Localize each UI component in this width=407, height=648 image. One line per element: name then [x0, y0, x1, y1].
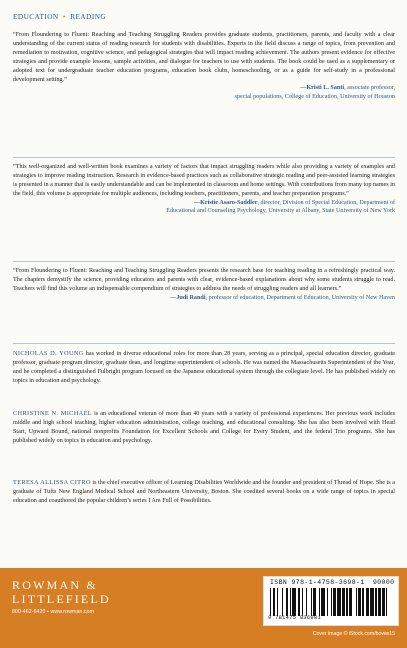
endorsement-quote: [13, 163, 395, 216]
quote-text: “From Floundering to Fluent: Reaching and Teaching Struggling Readers presents the research base for teaching reading in a refreshingly practical way. The chapters demystify the science, providing educators and parents with clear, evidence-based explanations about why some students struggle to read. Teachers will find this volume an indispensable compendium of strategies to address the needs of struggling readers and all learners.”: [13, 268, 395, 292]
author-bio: [13, 350, 395, 386]
section-divider: [13, 157, 395, 158]
publisher-logo: [12, 578, 111, 615]
endorsement-quote: [13, 31, 395, 102]
author-bio-text: is an educational veteran of more than 40 years with a variety of professional experiences. Her previous work includes middle and high school teaching, higher education administration, college teaching, and educational consulting. She has also been involved with Head Start, Upward Bound, national nonprofits Foundation for Excellent Schools and College for Every Student, and the federal Trio programs. She has published widely on topics in education and psychology.: [13, 411, 395, 444]
quote-attribution: [13, 199, 395, 216]
author-name: TERESA ALLISSA CITRO: [13, 479, 91, 486]
quote-author-role: , professor of education, Department of Education, University of New Haven: [205, 294, 395, 301]
author-name: NICHOLAS D. YOUNG: [13, 350, 84, 357]
quote-author-role: , associate professor,: [344, 85, 395, 92]
author-bio-text: is the chief executive officer of Learning Disabilities Worldwide and the founder and president of Thread of Hope. She is a graduate of Tufts New England Medical School and Northeastern University, Boston. She coedited several books on a wide range of topics in special education and coauthored the popular children’s series I Am Full of Possibilities.: [13, 480, 395, 504]
barcode-digits: 9 781475 836981: [268, 615, 322, 621]
publisher-name-line2: LITTLEFIELD: [12, 592, 111, 606]
isbn-barcode: [263, 576, 399, 626]
category-label: [13, 13, 106, 21]
author-bio: [13, 410, 395, 446]
category-separator: •: [62, 13, 66, 21]
quote-author: —Kristi L. Santi: [300, 85, 345, 92]
quote-author-role: , director, Division of Special Education, Department of: [257, 199, 395, 206]
price-code: 90000: [372, 579, 395, 586]
quote-author: —Kristie Asaro-Saddler: [193, 199, 258, 206]
section-divider: [13, 343, 395, 344]
author-name: CHRISTINE N. MICHAEL: [13, 410, 92, 417]
quote-attribution: [13, 84, 395, 101]
section-divider: [13, 261, 395, 262]
quote-author: —Judi Randi: [170, 294, 206, 301]
quote-text: “From Floundering to Fluent: Reaching and Teaching Struggling Readers provides graduate students, practitioners, parents, and faculty with a clear understanding of the current status of reading research for students with disabilities. Experts in the field discuss a range of topics, from prevention and remediation to motivation, cognitive science, and pedagogical strategies that will impact reading achievement. The authors present evidence for effective strategies and provide example lessons, sample activities, and dialogue for teachers to use with students. The book could be used as a supplementary or adopted text for undergraduate teacher education programs, education book clubs, homeschooling, or as a guide for self-study in a professional development setting.”: [13, 32, 395, 83]
quote-attribution: [13, 294, 395, 303]
endorsement-quote: [13, 267, 395, 302]
quote-author-affiliation: Educational and Counseling Psychology, University at Albany, State University of New York: [166, 208, 395, 215]
publisher-contact: 800-462-6420 • www.rowman.com: [12, 609, 94, 615]
quote-text: “This well-organized and well-written book examines a variety of factors that impact struggling readers while also providing a variety of examples and strategies to improve reading instruction. Research in evidence-based practices such as collaborative strategic reading and peer-assisted learning strategies is presented in a manner that is easily understandable and can be implemented in classroom and home settings. With contributions from many top names in the field, this volume is appropriate for multiple audiences, including teachers, practitioners, parents, and teacher preparation programs.”: [13, 164, 395, 197]
barcode-bars: [270, 588, 392, 616]
author-bio-text: has worked in diverse educational roles for more than 28 years, serving as a principal, special education director, graduate professor, graduate program director, graduate dean, and longtime superintendent of schools. He was named the Massachusetts Superintendent of the Year, and he completed a distinguished Fulbright program focused on the Japanese educational system through the collegiate level. He has published widely on topics in education and psychology.: [13, 351, 395, 384]
barcode-stripe: [387, 588, 391, 616]
quote-author-affiliation: special populations, College of Education, University of Houston: [234, 94, 395, 101]
category-reading: READING: [70, 13, 107, 21]
author-bio: [13, 479, 395, 506]
isbn-text: ISBN 978-1-4758-3698-1: [270, 579, 365, 586]
publisher-name-line1: ROWMAN &: [12, 578, 98, 592]
cover-image-credit: Cover image © iStock.com/bowie15: [312, 631, 395, 637]
category-education: EDUCATION: [13, 13, 59, 21]
isbn-number: [270, 579, 394, 586]
